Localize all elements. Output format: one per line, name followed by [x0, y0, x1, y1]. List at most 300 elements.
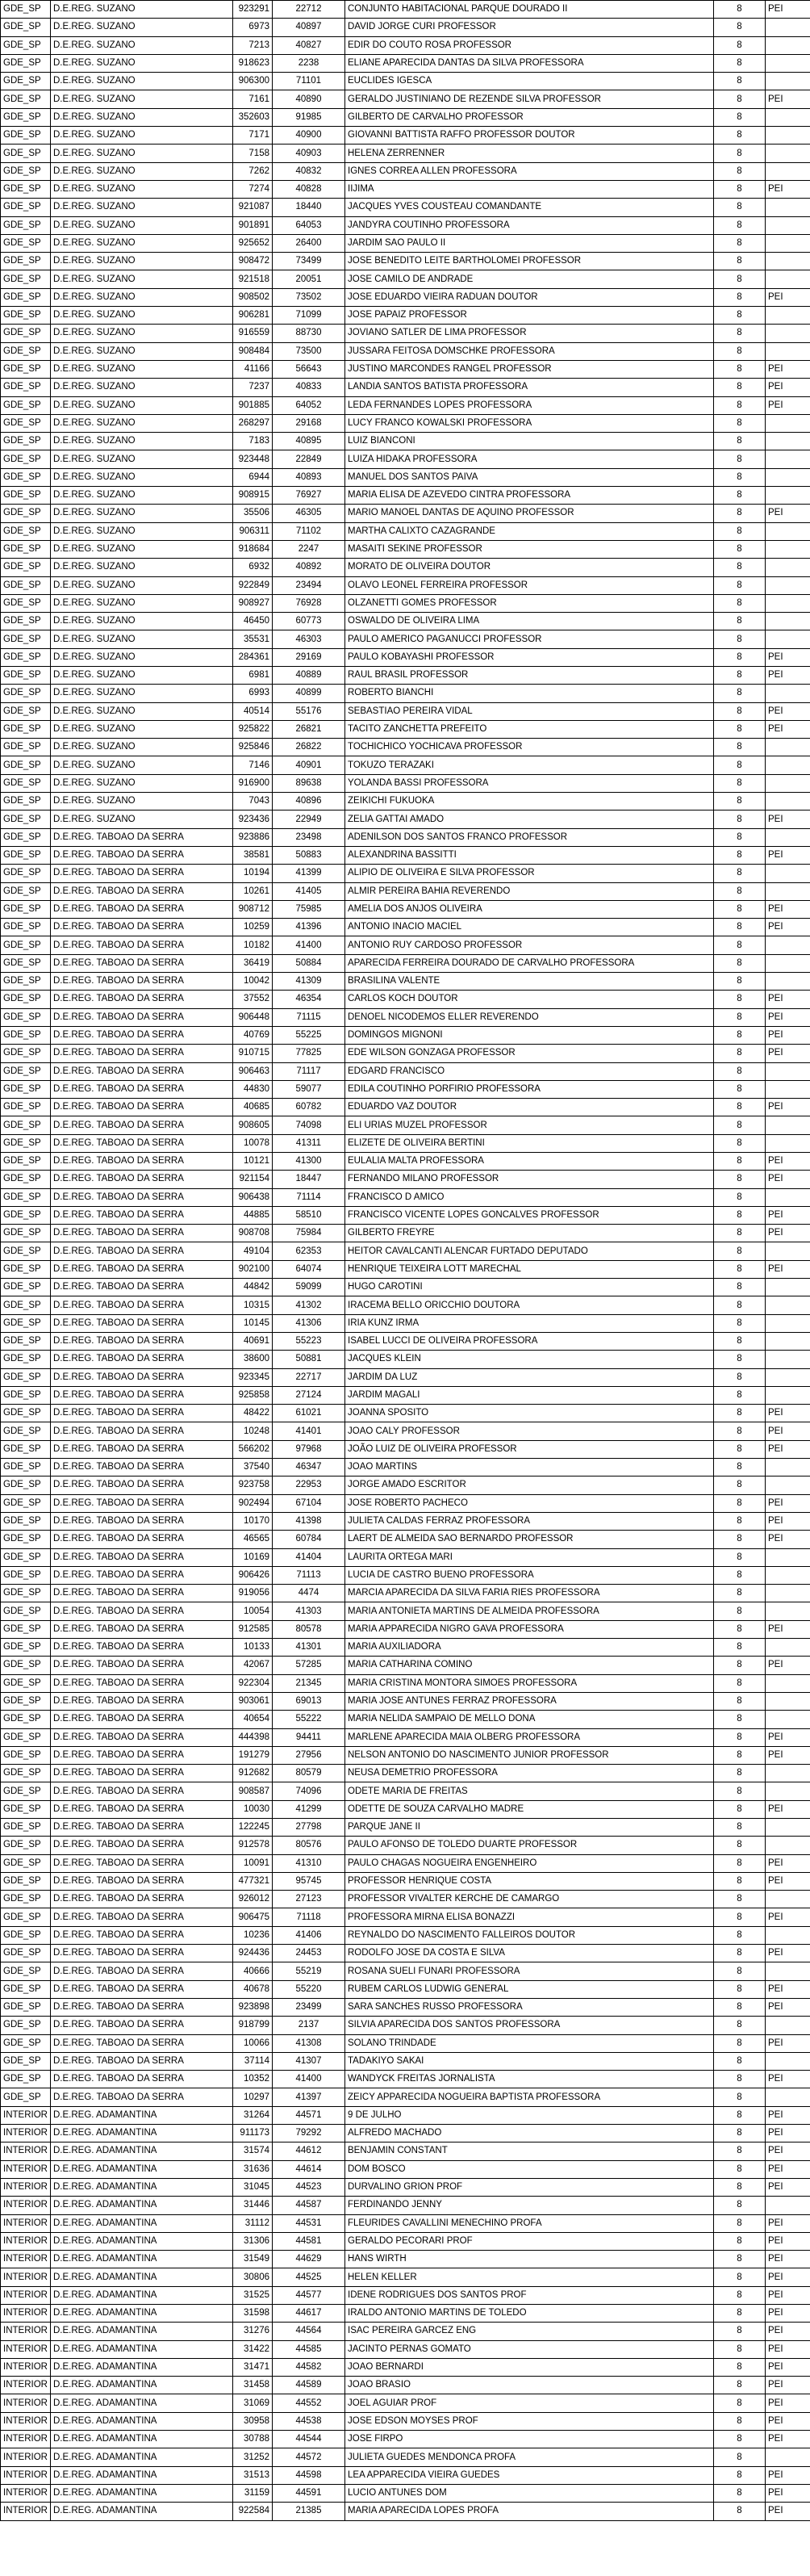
level-cell: 8: [714, 2088, 766, 2106]
unit-code-cell: 40827: [273, 36, 345, 54]
school-name-cell: CARLOS KOCH DOUTOR: [345, 991, 714, 1008]
region-cell: GDE_SP: [1, 865, 51, 882]
unit-code-cell: 26822: [273, 739, 345, 756]
table-row: [1, 1494, 810, 1512]
level-cell: 8: [714, 1945, 766, 1962]
table-row: [1, 1368, 810, 1386]
directorate-cell: D.E.REG. ADAMANTINA: [51, 2305, 233, 2323]
school-code-cell: 903061: [233, 1692, 273, 1710]
school-code-cell: 908708: [233, 1225, 273, 1242]
level-cell: 8: [714, 1008, 766, 1026]
unit-code-cell: 40828: [273, 180, 345, 198]
level-cell: 8: [714, 1225, 766, 1242]
school-name-cell: ADENILSON DOS SANTOS FRANCO PROFESSOR: [345, 828, 714, 846]
directorate-cell: D.E.REG. SUZANO: [51, 702, 233, 720]
directorate-cell: D.E.REG. SUZANO: [51, 270, 233, 288]
program-cell: [766, 630, 810, 648]
table-row: [1, 1459, 810, 1476]
directorate-cell: D.E.REG. ADAMANTINA: [51, 2484, 233, 2502]
region-cell: GDE_SP: [1, 162, 51, 180]
table-row: [1, 2088, 810, 2106]
table-row: [1, 1657, 810, 1674]
level-cell: 8: [714, 1908, 766, 1926]
table-row: [1, 594, 810, 612]
unit-code-cell: 44572: [273, 2448, 345, 2466]
unit-code-cell: 40895: [273, 433, 345, 450]
unit-code-cell: 20051: [273, 270, 345, 288]
table-row: [1, 379, 810, 396]
school-name-cell: MARIA CRISTINA MONTORA SIMOES PROFESSORA: [345, 1674, 714, 1692]
directorate-cell: D.E.REG. SUZANO: [51, 325, 233, 342]
region-cell: INTERIOR: [1, 2305, 51, 2323]
region-cell: GDE_SP: [1, 360, 51, 378]
level-cell: 8: [714, 1566, 766, 1584]
program-cell: [766, 1242, 810, 1260]
table-row: [1, 1782, 810, 1800]
directorate-cell: D.E.REG. TABOAO DA SERRA: [51, 1422, 233, 1440]
table-row: [1, 559, 810, 576]
directorate-cell: D.E.REG. SUZANO: [51, 739, 233, 756]
school-name-cell: OLZANETTI GOMES PROFESSOR: [345, 594, 714, 612]
school-code-cell: 918799: [233, 2017, 273, 2034]
level-cell: 8: [714, 1026, 766, 1044]
school-code-cell: 7146: [233, 756, 273, 774]
program-cell: PEI: [766, 1225, 810, 1242]
region-cell: GDE_SP: [1, 1585, 51, 1602]
directorate-cell: D.E.REG. SUZANO: [51, 648, 233, 666]
level-cell: 8: [714, 1872, 766, 1890]
unit-code-cell: 18447: [273, 1171, 345, 1188]
school-name-cell: JOEL AGUIAR PROF: [345, 2394, 714, 2412]
region-cell: GDE_SP: [1, 666, 51, 684]
directorate-cell: D.E.REG. SUZANO: [51, 180, 233, 198]
unit-code-cell: 44591: [273, 2484, 345, 2502]
unit-code-cell: 27123: [273, 1891, 345, 1908]
level-cell: 8: [714, 2052, 766, 2070]
level-cell: 8: [714, 865, 766, 882]
region-cell: GDE_SP: [1, 1153, 51, 1171]
school-name-cell: HENRIQUE TEIXEIRA LOTT MARECHAL: [345, 1260, 714, 1278]
school-name-cell: LEDA FERNANDES LOPES PROFESSORA: [345, 396, 714, 414]
school-name-cell: GILBERTO FREYRE: [345, 1225, 714, 1242]
program-cell: PEI: [766, 810, 810, 828]
school-name-cell: IRACEMA BELLO ORICCHIO DOUTORA: [345, 1296, 714, 1314]
school-code-cell: 31636: [233, 2160, 273, 2178]
region-cell: INTERIOR: [1, 2214, 51, 2232]
school-code-cell: 42067: [233, 1657, 273, 1674]
region-cell: GDE_SP: [1, 487, 51, 505]
directorate-cell: D.E.REG. TABOAO DA SERRA: [51, 1765, 233, 1782]
level-cell: 8: [714, 1062, 766, 1080]
program-cell: [766, 2448, 810, 2466]
table-row: [1, 1, 810, 19]
program-cell: [766, 2197, 810, 2214]
directorate-cell: D.E.REG. TABOAO DA SERRA: [51, 1314, 233, 1332]
region-cell: GDE_SP: [1, 846, 51, 864]
program-cell: [766, 216, 810, 234]
program-cell: PEI: [766, 1008, 810, 1026]
level-cell: 8: [714, 360, 766, 378]
unit-code-cell: 40897: [273, 19, 345, 36]
level-cell: 8: [714, 2214, 766, 2232]
region-cell: GDE_SP: [1, 1242, 51, 1260]
program-cell: [766, 307, 810, 325]
school-code-cell: 10091: [233, 1854, 273, 1872]
program-cell: [766, 325, 810, 342]
directorate-cell: D.E.REG. TABOAO DA SERRA: [51, 1153, 233, 1171]
region-cell: GDE_SP: [1, 1171, 51, 1188]
table-row: [1, 1585, 810, 1602]
directorate-cell: D.E.REG. TABOAO DA SERRA: [51, 1351, 233, 1368]
region-cell: GDE_SP: [1, 810, 51, 828]
table-row: [1, 2358, 810, 2376]
school-code-cell: 7043: [233, 793, 273, 810]
program-cell: [766, 1062, 810, 1080]
table-row: [1, 2305, 810, 2323]
school-name-cell: MASAITI SEKINE PROFESSOR: [345, 540, 714, 558]
school-code-cell: 910715: [233, 1045, 273, 1062]
level-cell: 8: [714, 2377, 766, 2394]
region-cell: INTERIOR: [1, 2358, 51, 2376]
directorate-cell: D.E.REG. TABOAO DA SERRA: [51, 1332, 233, 1350]
school-code-cell: 6932: [233, 559, 273, 576]
table-row: [1, 2197, 810, 2214]
level-cell: 8: [714, 73, 766, 90]
level-cell: 8: [714, 1980, 766, 1998]
program-cell: [766, 936, 810, 954]
region-cell: GDE_SP: [1, 2052, 51, 2070]
program-cell: [766, 1891, 810, 1908]
level-cell: 8: [714, 1602, 766, 1620]
directorate-cell: D.E.REG. TABOAO DA SERRA: [51, 1657, 233, 1674]
directorate-cell: D.E.REG. ADAMANTINA: [51, 2214, 233, 2232]
school-code-cell: 30806: [233, 2268, 273, 2286]
level-cell: 8: [714, 1314, 766, 1332]
school-name-cell: HANS WIRTH: [345, 2251, 714, 2268]
school-code-cell: 10236: [233, 1926, 273, 1944]
directorate-cell: D.E.REG. ADAMANTINA: [51, 2160, 233, 2178]
level-cell: 8: [714, 2251, 766, 2268]
table-row: [1, 1512, 810, 1530]
school-name-cell: MARIA ANTONIETA MARTINS DE ALMEIDA PROFESSORA: [345, 1602, 714, 1620]
region-cell: GDE_SP: [1, 2017, 51, 2034]
region-cell: GDE_SP: [1, 1531, 51, 1548]
table-row: [1, 720, 810, 738]
program-cell: PEI: [766, 2286, 810, 2304]
table-row: [1, 630, 810, 648]
region-cell: GDE_SP: [1, 342, 51, 360]
school-code-cell: 36419: [233, 954, 273, 972]
directorate-cell: D.E.REG. SUZANO: [51, 468, 233, 486]
directorate-cell: D.E.REG. TABOAO DA SERRA: [51, 973, 233, 991]
directorate-cell: D.E.REG. TABOAO DA SERRA: [51, 1962, 233, 1980]
directorate-cell: D.E.REG. TABOAO DA SERRA: [51, 1440, 233, 1458]
unit-code-cell: 26400: [273, 234, 345, 252]
program-cell: [766, 1711, 810, 1728]
level-cell: 8: [714, 559, 766, 576]
table-row: [1, 2431, 810, 2448]
program-cell: PEI: [766, 919, 810, 936]
table-row: [1, 414, 810, 432]
school-code-cell: 908472: [233, 253, 273, 270]
school-name-cell: SARA SANCHES RUSSO PROFESSORA: [345, 1998, 714, 2016]
table-row: [1, 1062, 810, 1080]
table-row: [1, 2232, 810, 2250]
directorate-cell: D.E.REG. TABOAO DA SERRA: [51, 1405, 233, 1422]
level-cell: 8: [714, 2125, 766, 2142]
program-cell: PEI: [766, 1405, 810, 1422]
table-row: [1, 199, 810, 216]
level-cell: 8: [714, 487, 766, 505]
unit-code-cell: 21385: [273, 2503, 345, 2520]
school-code-cell: 7158: [233, 145, 273, 162]
region-cell: GDE_SP: [1, 739, 51, 756]
unit-code-cell: 71115: [273, 1008, 345, 1026]
region-cell: GDE_SP: [1, 1351, 51, 1368]
school-code-cell: 912578: [233, 1837, 273, 1854]
unit-code-cell: 23498: [273, 828, 345, 846]
region-cell: GDE_SP: [1, 1188, 51, 1206]
table-row: [1, 1837, 810, 1854]
program-cell: PEI: [766, 1872, 810, 1890]
region-cell: GDE_SP: [1, 90, 51, 108]
program-cell: [766, 342, 810, 360]
unit-code-cell: 67104: [273, 1494, 345, 1512]
school-name-cell: JOSE EDSON MOYSES PROF: [345, 2412, 714, 2430]
unit-code-cell: 41405: [273, 882, 345, 900]
region-cell: GDE_SP: [1, 2034, 51, 2052]
unit-code-cell: 46305: [273, 505, 345, 522]
directorate-cell: D.E.REG. TABOAO DA SERRA: [51, 1711, 233, 1728]
unit-code-cell: 29169: [273, 648, 345, 666]
program-cell: [766, 1692, 810, 1710]
school-code-cell: 31549: [233, 2251, 273, 2268]
table-row: [1, 1620, 810, 1638]
unit-code-cell: 76927: [273, 487, 345, 505]
region-cell: GDE_SP: [1, 1405, 51, 1422]
level-cell: 8: [714, 1818, 766, 1836]
school-code-cell: 122245: [233, 1818, 273, 1836]
region-cell: GDE_SP: [1, 127, 51, 145]
table-row: [1, 991, 810, 1008]
school-code-cell: 906311: [233, 522, 273, 540]
region-cell: GDE_SP: [1, 1728, 51, 1746]
school-name-cell: WANDYCK FREITAS JORNALISTA: [345, 2071, 714, 2088]
region-cell: GDE_SP: [1, 450, 51, 468]
table-row: [1, 1116, 810, 1134]
table-row: [1, 270, 810, 288]
level-cell: 8: [714, 90, 766, 108]
directorate-cell: D.E.REG. SUZANO: [51, 253, 233, 270]
school-code-cell: 901891: [233, 216, 273, 234]
region-cell: GDE_SP: [1, 505, 51, 522]
table-row: [1, 900, 810, 918]
table-row: [1, 576, 810, 594]
school-code-cell: 268297: [233, 414, 273, 432]
table-row: [1, 2034, 810, 2052]
level-cell: 8: [714, 576, 766, 594]
unit-code-cell: 59099: [273, 1279, 345, 1296]
directorate-cell: D.E.REG. TABOAO DA SERRA: [51, 1998, 233, 2016]
region-cell: GDE_SP: [1, 1782, 51, 1800]
unit-code-cell: 44614: [273, 2160, 345, 2178]
school-name-cell: SEBASTIAO PEREIRA VIDAL: [345, 702, 714, 720]
unit-code-cell: 79292: [273, 2125, 345, 2142]
directorate-cell: D.E.REG. SUZANO: [51, 342, 233, 360]
unit-code-cell: 64074: [273, 1260, 345, 1278]
school-name-cell: ALMIR PEREIRA BAHIA REVERENDO: [345, 882, 714, 900]
table-row: [1, 810, 810, 828]
directorate-cell: D.E.REG. TABOAO DA SERRA: [51, 2088, 233, 2106]
directorate-cell: D.E.REG. SUZANO: [51, 90, 233, 108]
school-name-cell: MARLENE APARECIDA MAIA OLBERG PROFESSORA: [345, 1728, 714, 1746]
school-code-cell: 46565: [233, 1531, 273, 1548]
directorate-cell: D.E.REG. SUZANO: [51, 360, 233, 378]
region-cell: GDE_SP: [1, 1945, 51, 1962]
table-row: [1, 360, 810, 378]
unit-code-cell: 55223: [273, 1332, 345, 1350]
level-cell: 8: [714, 540, 766, 558]
level-cell: 8: [714, 2466, 766, 2484]
level-cell: 8: [714, 1188, 766, 1206]
region-cell: INTERIOR: [1, 2286, 51, 2304]
school-name-cell: ZEIKICHI FUKUOKA: [345, 793, 714, 810]
program-cell: [766, 54, 810, 72]
level-cell: 8: [714, 54, 766, 72]
table-row: [1, 2323, 810, 2340]
table-row: [1, 1171, 810, 1188]
directorate-cell: D.E.REG. SUZANO: [51, 487, 233, 505]
program-cell: PEI: [766, 1746, 810, 1764]
program-cell: PEI: [766, 900, 810, 918]
program-cell: PEI: [766, 1260, 810, 1278]
table-row: [1, 1945, 810, 1962]
directorate-cell: D.E.REG. TABOAO DA SERRA: [51, 1494, 233, 1512]
school-code-cell: 922849: [233, 576, 273, 594]
region-cell: GDE_SP: [1, 1206, 51, 1224]
table-row: [1, 145, 810, 162]
directorate-cell: D.E.REG. TABOAO DA SERRA: [51, 2034, 233, 2052]
unit-code-cell: 50881: [273, 1351, 345, 1368]
unit-code-cell: 50883: [273, 846, 345, 864]
level-cell: 8: [714, 2017, 766, 2034]
table-row: [1, 540, 810, 558]
directorate-cell: D.E.REG. ADAMANTINA: [51, 2197, 233, 2214]
directorate-cell: D.E.REG. TABOAO DA SERRA: [51, 1026, 233, 1044]
program-cell: PEI: [766, 2358, 810, 2376]
school-name-cell: JOANNA SPOSITO: [345, 1405, 714, 1422]
school-name-cell: YOLANDA BASSI PROFESSORA: [345, 774, 714, 792]
region-cell: GDE_SP: [1, 2071, 51, 2088]
school-code-cell: 7213: [233, 36, 273, 54]
school-name-cell: HUGO CAROTINI: [345, 1279, 714, 1296]
school-name-cell: JOSE EDUARDO VIEIRA RADUAN DOUTOR: [345, 288, 714, 306]
program-cell: [766, 1782, 810, 1800]
level-cell: 8: [714, 685, 766, 702]
school-code-cell: 908484: [233, 342, 273, 360]
unit-code-cell: 40900: [273, 127, 345, 145]
school-code-cell: 31446: [233, 2197, 273, 2214]
school-code-cell: 49104: [233, 1242, 273, 1260]
region-cell: GDE_SP: [1, 1872, 51, 1890]
level-cell: 8: [714, 379, 766, 396]
school-name-cell: RODOLFO JOSE DA COSTA E SILVA: [345, 1945, 714, 1962]
region-cell: GDE_SP: [1, 1800, 51, 1818]
unit-code-cell: 44577: [273, 2286, 345, 2304]
program-cell: PEI: [766, 2125, 810, 2142]
directorate-cell: D.E.REG. TABOAO DA SERRA: [51, 1854, 233, 1872]
unit-code-cell: 41406: [273, 1926, 345, 1944]
unit-code-cell: 18440: [273, 199, 345, 216]
directorate-cell: D.E.REG. TABOAO DA SERRA: [51, 1639, 233, 1657]
school-name-cell: EULALIA MALTA PROFESSORA: [345, 1153, 714, 1171]
table-row: [1, 2106, 810, 2124]
table-row: [1, 1531, 810, 1548]
school-name-cell: LANDIA SANTOS BATISTA PROFESSORA: [345, 379, 714, 396]
level-cell: 8: [714, 973, 766, 991]
school-code-cell: 10066: [233, 2034, 273, 2052]
program-cell: PEI: [766, 1422, 810, 1440]
school-code-cell: 41166: [233, 360, 273, 378]
region-cell: GDE_SP: [1, 1512, 51, 1530]
table-row: [1, 1566, 810, 1584]
table-row: [1, 1891, 810, 1908]
directorate-cell: D.E.REG. TABOAO DA SERRA: [51, 1620, 233, 1638]
directorate-cell: D.E.REG. TABOAO DA SERRA: [51, 1206, 233, 1224]
program-cell: [766, 433, 810, 450]
level-cell: 8: [714, 2484, 766, 2502]
level-cell: 8: [714, 307, 766, 325]
unit-code-cell: 94411: [273, 1728, 345, 1746]
school-name-cell: FERNANDO MILANO PROFESSOR: [345, 1171, 714, 1188]
program-cell: PEI: [766, 2142, 810, 2160]
directorate-cell: D.E.REG. SUZANO: [51, 576, 233, 594]
table-row: [1, 108, 810, 126]
table-row: [1, 180, 810, 198]
level-cell: 8: [714, 288, 766, 306]
program-cell: [766, 19, 810, 36]
region-cell: GDE_SP: [1, 954, 51, 972]
program-cell: [766, 234, 810, 252]
region-cell: GDE_SP: [1, 1045, 51, 1062]
program-cell: [766, 1926, 810, 1944]
table-row: [1, 1351, 810, 1368]
program-cell: PEI: [766, 2377, 810, 2394]
program-cell: PEI: [766, 2071, 810, 2088]
region-cell: GDE_SP: [1, 108, 51, 126]
unit-code-cell: 40899: [273, 685, 345, 702]
region-cell: GDE_SP: [1, 1962, 51, 1980]
unit-code-cell: 80576: [273, 1837, 345, 1854]
table-row: [1, 774, 810, 792]
region-cell: GDE_SP: [1, 576, 51, 594]
unit-code-cell: 27798: [273, 1818, 345, 1836]
table-row: [1, 1188, 810, 1206]
school-name-cell: JORGE AMADO ESCRITOR: [345, 1476, 714, 1494]
directorate-cell: D.E.REG. TABOAO DA SERRA: [51, 1459, 233, 1476]
level-cell: 8: [714, 253, 766, 270]
level-cell: 8: [714, 1242, 766, 1260]
school-code-cell: 31525: [233, 2286, 273, 2304]
region-cell: INTERIOR: [1, 2412, 51, 2430]
program-cell: PEI: [766, 1531, 810, 1548]
school-code-cell: 912682: [233, 1765, 273, 1782]
school-code-cell: 31306: [233, 2232, 273, 2250]
unit-code-cell: 71099: [273, 307, 345, 325]
table-row: [1, 2466, 810, 2484]
program-cell: [766, 487, 810, 505]
program-cell: [766, 1188, 810, 1206]
